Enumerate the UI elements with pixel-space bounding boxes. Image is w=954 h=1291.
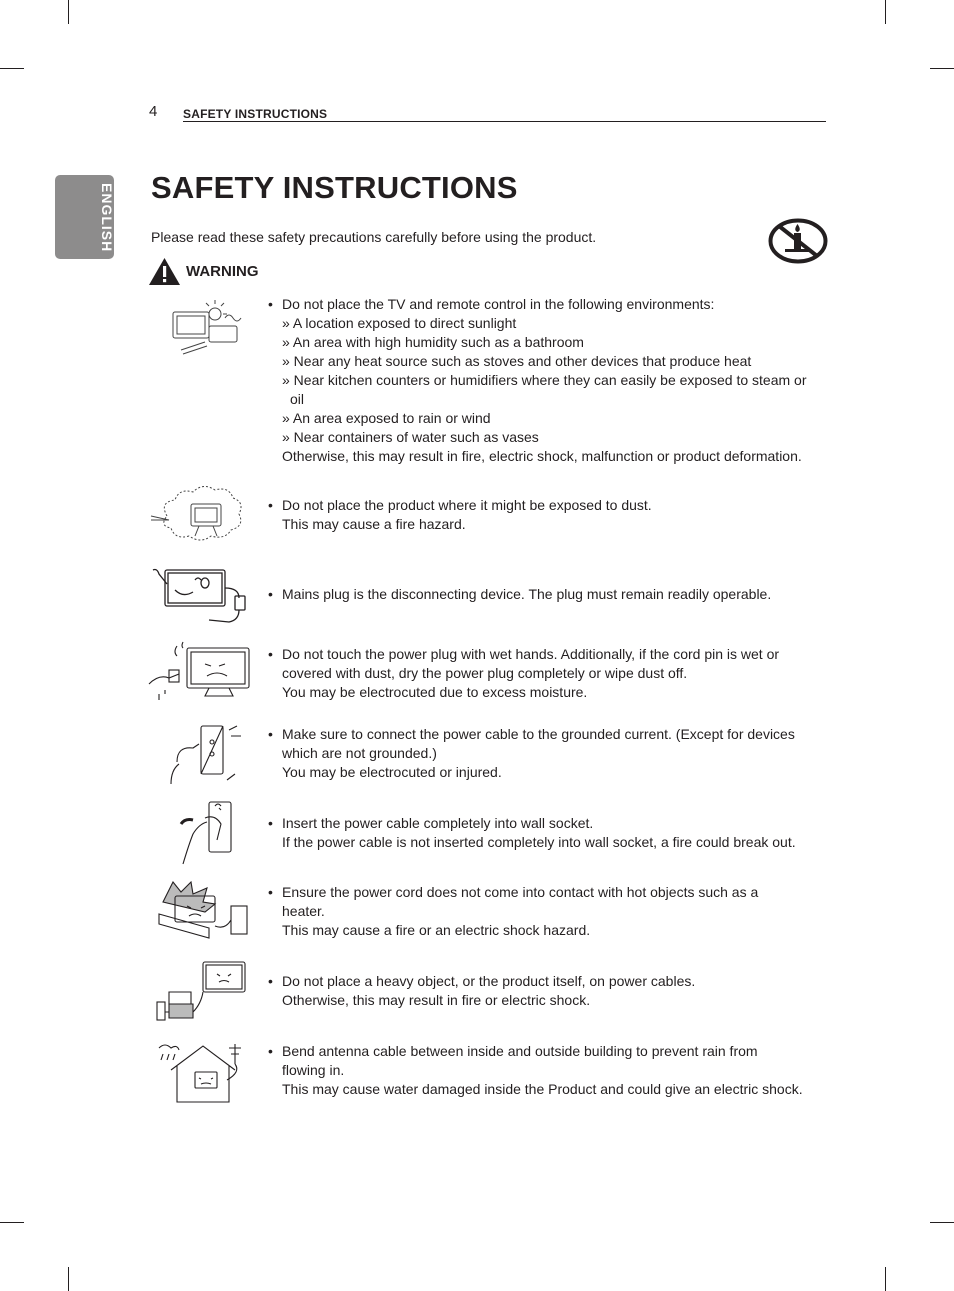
bullet: •	[268, 586, 273, 602]
item-line: Otherwise, this may result in fire or electric shock.	[282, 992, 591, 1008]
crop-mark	[930, 1222, 954, 1223]
item-line: Insert the power cable completely into wall socket.	[282, 815, 594, 831]
crop-mark	[885, 0, 886, 24]
tv-environment-illustration	[165, 298, 245, 360]
language-tab-label: ENGLISH	[99, 183, 115, 253]
antenna-cable-illustration	[157, 1040, 249, 1104]
wet-hands-plug-illustration	[147, 640, 257, 704]
bullet: •	[268, 497, 273, 513]
item-line: » A location exposed to direct sunlight	[282, 315, 517, 331]
warning-item-environments	[268, 295, 828, 466]
crop-mark	[930, 68, 954, 69]
warning-item-wet-hands	[268, 645, 828, 702]
bullet: •	[268, 973, 273, 989]
warning-item-mains-plug	[268, 585, 828, 604]
page-number: 4	[149, 103, 158, 120]
header-rule	[183, 121, 826, 122]
warning-triangle-icon	[148, 257, 181, 286]
item-line: You may be electrocuted due to excess moisture.	[282, 684, 588, 700]
item-line: Ensure the power cord does not come into contact with hot objects such as a	[282, 884, 759, 900]
bullet: •	[268, 815, 273, 831]
item-line: Do not touch the power plug with wet hands. Additionally, if the cord pin is wet or	[282, 646, 780, 662]
heavy-object-cable-illustration	[155, 958, 250, 1026]
item-line: This may cause water damaged inside the Product and could give an electric shock.	[282, 1081, 803, 1097]
warning-item-insert-cable	[268, 814, 828, 852]
bullet: •	[268, 726, 273, 742]
item-line: This may cause a fire hazard.	[282, 516, 466, 532]
item-line: Bend antenna cable between inside and outside building to prevent rain from	[282, 1043, 758, 1059]
warning-item-grounded	[268, 725, 828, 782]
dust-exposure-illustration	[147, 486, 257, 548]
crop-mark	[0, 1222, 24, 1223]
warning-item-antenna-cable	[268, 1042, 828, 1099]
item-line: You may be electrocuted or injured.	[282, 764, 502, 780]
item-line: » Near any heat source such as stoves and other devices that produce heat	[282, 353, 752, 369]
item-line: Do not place the TV and remote control in the following environments:	[282, 296, 715, 312]
item-line: Make sure to connect the power cable to the grounded current. (Except for devices	[282, 726, 795, 742]
crop-mark	[0, 68, 24, 69]
bullet: •	[268, 884, 273, 900]
bullet: •	[268, 1043, 273, 1059]
bullet: •	[268, 296, 273, 312]
item-line: flowing in.	[282, 1062, 345, 1078]
item-line: Do not place the product where it might be exposed to dust.	[282, 497, 652, 513]
insert-cable-illustration	[175, 798, 237, 868]
item-line: Do not place a heavy object, or the product itself, on power cables.	[282, 973, 696, 989]
intro-text: Please read these safety precautions carefully before using the product.	[151, 229, 597, 245]
crop-mark	[885, 1267, 886, 1291]
item-line: » An area exposed to rain or wind	[282, 410, 491, 426]
mains-plug-illustration	[151, 566, 256, 624]
item-line: which are not grounded.)	[282, 745, 437, 761]
no-open-flame-icon	[768, 218, 828, 264]
crop-mark	[68, 0, 69, 24]
grounded-socket-illustration	[165, 722, 245, 786]
running-header-title: SAFETY INSTRUCTIONS	[183, 107, 328, 121]
item-line: oil	[290, 391, 305, 407]
warning-item-heavy-object	[268, 972, 828, 1010]
language-tab	[55, 175, 114, 259]
warning-item-hot-objects	[268, 883, 828, 940]
bullet: •	[268, 646, 273, 662]
crop-mark	[68, 1267, 69, 1291]
warning-item-dust	[268, 496, 828, 534]
item-line: heater.	[282, 903, 325, 919]
warning-label: WARNING	[186, 263, 259, 280]
item-line: » Near containers of water such as vases	[282, 429, 539, 445]
item-line: » An area with high humidity such as a bathroom	[282, 334, 584, 350]
item-line: » Near kitchen counters or humidifiers where they can easily be exposed to steam or	[282, 372, 807, 388]
item-line: covered with dust, dry the power plug completely or wipe dust off.	[282, 665, 688, 681]
item-line: Mains plug is the disconnecting device. The plug must remain readily operable.	[282, 586, 772, 602]
page-title: SAFETY INSTRUCTIONS	[151, 170, 518, 205]
item-line: This may cause a fire or an electric shock hazard.	[282, 922, 591, 938]
item-line: If the power cable is not inserted completely into wall socket, a fire could break out.	[282, 834, 796, 850]
hot-objects-illustration	[155, 876, 250, 948]
item-line: Otherwise, this may result in fire, electric shock, malfunction or product deformation.	[282, 448, 802, 464]
